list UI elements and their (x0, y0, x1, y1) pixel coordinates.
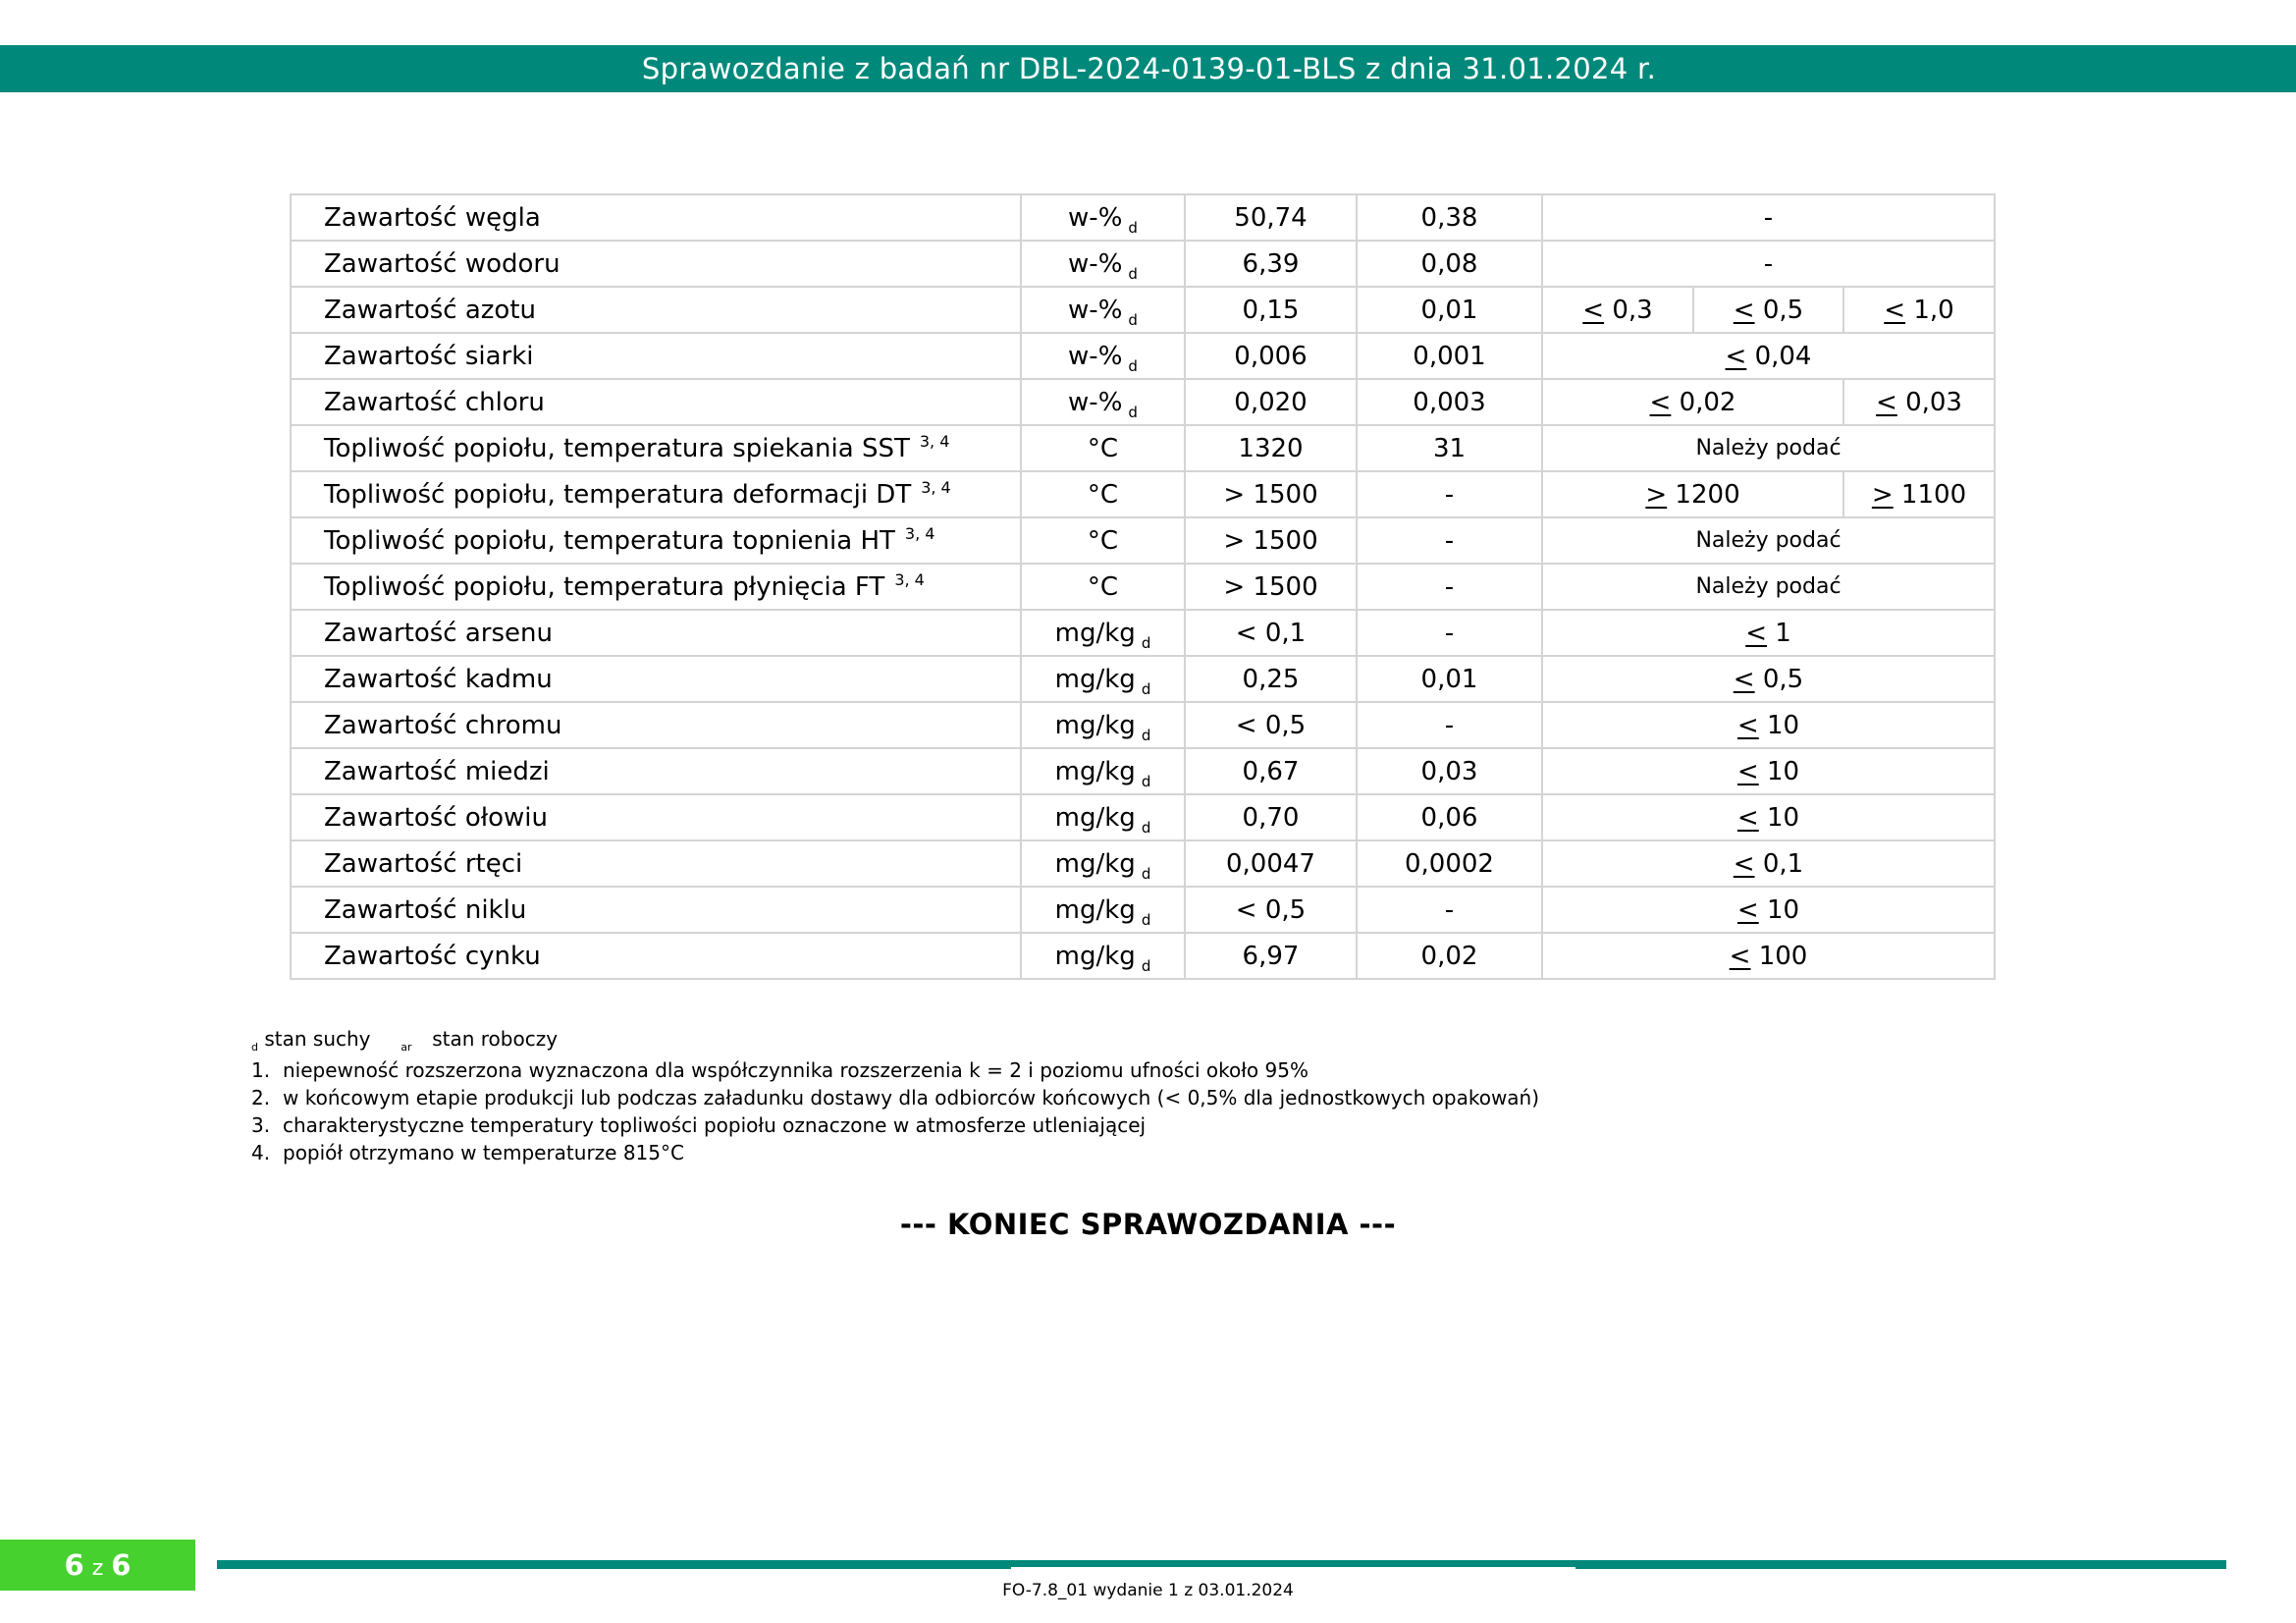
unit: mg/kg $_d$ (1021, 794, 1185, 840)
limit-operator: < (1725, 341, 1747, 371)
table-row (291, 887, 1995, 933)
limit-operator: < (1649, 387, 1672, 417)
table-row (291, 933, 1995, 979)
uncertainty-value: - (1357, 702, 1542, 748)
table-row (291, 840, 1995, 887)
unit: °C (1021, 564, 1185, 610)
unit: w-% $_d$ (1021, 287, 1185, 333)
parameter-name: Zawartość niklu (291, 887, 1021, 933)
uncertainty-value: 31 (1357, 425, 1542, 471)
limit-value: < 0,04 (1542, 333, 1995, 379)
unit: mg/kg $_d$ (1021, 656, 1185, 702)
limit-operator: < (1736, 894, 1759, 925)
limit-value: < 0,5 (1542, 656, 1995, 702)
footnote-text: charakterystyczne temperatury topliwości popiołu oznaczone w atmosferze utleniającej (283, 1113, 1147, 1137)
limit-value: < 1,0 (1843, 287, 1995, 333)
limit-value: < 10 (1542, 702, 1995, 748)
parameter-name: Zawartość siarki (291, 333, 1021, 379)
uncertainty-value: 0,003 (1357, 379, 1542, 425)
unit: mg/kg $_d$ (1021, 610, 1185, 656)
result-value: 0,25 (1185, 656, 1357, 702)
unit: mg/kg $_d$ (1021, 748, 1185, 794)
limit-value: < 0,03 (1843, 379, 1995, 425)
parameter-name: Topliwość popiołu, temperatura spiekania SST $^{3, 4}$ (291, 425, 1021, 471)
table-row (291, 564, 1995, 610)
result-value: > 1500 (1185, 471, 1357, 517)
limit-operator: < (1733, 295, 1755, 325)
report-title: Sprawozdanie z badań nr DBL-2024-0139-01-BLS z dnia 31.01.2024 r. (641, 52, 1657, 85)
parameter-name: Zawartość cynku (291, 933, 1021, 979)
result-value: 0,020 (1185, 379, 1357, 425)
uncertainty-value: 0,02 (1357, 933, 1542, 979)
uncertainty-value: - (1357, 564, 1542, 610)
uncertainty-value: 0,001 (1357, 333, 1542, 379)
table-row (291, 194, 1995, 241)
report-header (0, 45, 2296, 92)
uncertainty-value: 0,01 (1357, 656, 1542, 702)
limit-value: < 1 (1542, 610, 1995, 656)
table-row (291, 425, 1995, 471)
table-row (291, 748, 1995, 794)
unit: mg/kg $_d$ (1021, 933, 1185, 979)
result-value: 0,67 (1185, 748, 1357, 794)
uncertainty-value: 0,01 (1357, 287, 1542, 333)
footnote-item (251, 1056, 1539, 1084)
table-row (291, 333, 1995, 379)
table-row (291, 610, 1995, 656)
table-row (291, 517, 1995, 564)
parameter-name: Zawartość rtęci (291, 840, 1021, 887)
unit-state: d (1128, 264, 1138, 283)
limit-operator: < (1876, 387, 1897, 417)
limit-operator: < (1736, 802, 1759, 833)
unit: w-% $_d$ (1021, 194, 1185, 241)
unit-state: d (1141, 679, 1151, 698)
unit: °C (1021, 425, 1185, 471)
uncertainty-value: - (1357, 471, 1542, 517)
limit-value: < 0,3 (1542, 287, 1693, 333)
table-row (291, 794, 1995, 840)
as-received-text: stan roboczy (432, 1027, 559, 1051)
unit: w-% $_d$ (1021, 379, 1185, 425)
unit-state: d (1128, 218, 1138, 237)
limit-value: Należy podać (1542, 425, 1995, 471)
result-value: 0,15 (1185, 287, 1357, 333)
result-value: 6,97 (1185, 933, 1357, 979)
parameter-name: Zawartość kadmu (291, 656, 1021, 702)
limit-value: Należy podać (1542, 564, 1995, 610)
state-legend (251, 1025, 1539, 1056)
parameter-name: Zawartość węgla (291, 194, 1021, 241)
form-code: FO-7.8_01 wydanie 1 z 03.01.2024 (1002, 1581, 1294, 1600)
unit-state: d (1141, 726, 1151, 744)
parameter-name: Zawartość ołowiu (291, 794, 1021, 840)
result-value: > 1500 (1185, 517, 1357, 564)
limit-value: < 10 (1542, 887, 1995, 933)
footnote-text: niepewność rozszerzona wyznaczona dla współczynnika rozszerzenia k = 2 i poziomu ufności około 95% (283, 1058, 1308, 1082)
page-current: 6 (64, 1548, 84, 1582)
uncertainty-value: - (1357, 610, 1542, 656)
unit: °C (1021, 517, 1185, 564)
parameter-name: Topliwość popiołu, temperatura deformacji DT $^{3, 4}$ (291, 471, 1021, 517)
limit-value: < 0,1 (1542, 840, 1995, 887)
parameter-name: Topliwość popiołu, temperatura topnienia HT $^{3, 4}$ (291, 517, 1021, 564)
limit-operator: < (1729, 941, 1751, 971)
unit-state: d (1141, 818, 1151, 837)
table-row (291, 656, 1995, 702)
limit-operator: < (1733, 848, 1755, 879)
result-value: 0,70 (1185, 794, 1357, 840)
footnote-number: 3. (251, 1113, 271, 1137)
unit-state: d (1141, 864, 1151, 883)
uncertainty-value: - (1357, 517, 1542, 564)
parameter-name: Zawartość chromu (291, 702, 1021, 748)
unit-state: d (1141, 910, 1151, 929)
unit-state: d (1128, 356, 1138, 375)
unit: °C (1021, 471, 1185, 517)
limit-value: > 1100 (1843, 471, 1995, 517)
uncertainty-value: 0,06 (1357, 794, 1542, 840)
limit-value: < 10 (1542, 748, 1995, 794)
parameter-name: Zawartość miedzi (291, 748, 1021, 794)
footnote-text: popiół otrzymano w temperaturze 815°C (283, 1141, 684, 1164)
results-table (290, 193, 1996, 980)
limit-operator: > (1871, 479, 1894, 510)
limit-operator: < (1745, 618, 1767, 648)
result-value: 0,0047 (1185, 840, 1357, 887)
uncertainty-value: 0,08 (1357, 241, 1542, 287)
unit: mg/kg $_d$ (1021, 702, 1185, 748)
limit-value: < 100 (1542, 933, 1995, 979)
limit-value: < 0,02 (1542, 379, 1843, 425)
parameter-name: Topliwość popiołu, temperatura płynięcia FT $^{3, 4}$ (291, 564, 1021, 610)
limit-value: - (1542, 194, 1995, 241)
result-value: < 0,5 (1185, 702, 1357, 748)
limit-operator: < (1884, 295, 1906, 325)
footnote-item (251, 1139, 1539, 1166)
dry-state-text: stan suchy (264, 1027, 371, 1051)
page-of: z (91, 1556, 104, 1581)
result-value: < 0,1 (1185, 610, 1357, 656)
unit: mg/kg $_d$ (1021, 887, 1185, 933)
dry-state-marker: d (251, 1041, 258, 1054)
footnote-ref: 3, 4 (904, 523, 935, 543)
end-of-report: --- KONIEC SPRAWOZDANIA --- (899, 1208, 1397, 1241)
limit-operator: < (1736, 756, 1759, 786)
unit: mg/kg $_d$ (1021, 840, 1185, 887)
unit-state: d (1141, 772, 1151, 790)
parameter-name: Zawartość wodoru (291, 241, 1021, 287)
result-value: 1320 (1185, 425, 1357, 471)
limit-value: < 0,5 (1693, 287, 1843, 333)
parameter-name: Zawartość arsenu (291, 610, 1021, 656)
limit-operator: < (1582, 295, 1605, 325)
unit-state: d (1128, 310, 1138, 329)
parameter-name: Zawartość chloru (291, 379, 1021, 425)
limit-operator: > (1645, 479, 1668, 510)
footnote-ref: 3, 4 (919, 431, 950, 451)
limit-value: > 1200 (1542, 471, 1843, 517)
parameter-name: Zawartość azotu (291, 287, 1021, 333)
table-row (291, 241, 1995, 287)
limit-operator: < (1736, 710, 1759, 740)
table-row (291, 287, 1995, 333)
uncertainty-value: 0,38 (1357, 194, 1542, 241)
limit-value: Należy podać (1542, 517, 1995, 564)
footnote-text: w końcowym etapie produkcji lub podczas załadunku dostawy dla odbiorców końcowych (< 0,5% dla jednostkowych opakowań) (283, 1086, 1540, 1109)
uncertainty-value: 0,03 (1357, 748, 1542, 794)
uncertainty-value: - (1357, 887, 1542, 933)
result-value: 50,74 (1185, 194, 1357, 241)
footnotes (251, 1025, 1539, 1166)
limit-value: - (1542, 241, 1995, 287)
footer-rule-gap (1011, 1567, 1575, 1571)
as-received-marker: ar (400, 1041, 412, 1054)
unit: w-% $_d$ (1021, 241, 1185, 287)
footnote-number: 1. (251, 1058, 271, 1082)
table-row (291, 379, 1995, 425)
footnote-number: 4. (251, 1141, 271, 1164)
result-value: 6,39 (1185, 241, 1357, 287)
footnote-ref: 3, 4 (921, 477, 951, 497)
limit-operator: < (1733, 664, 1755, 694)
result-value: 0,006 (1185, 333, 1357, 379)
table-row (291, 702, 1995, 748)
page-total: 6 (111, 1548, 132, 1582)
result-value: > 1500 (1185, 564, 1357, 610)
unit-state: d (1141, 956, 1151, 975)
footnote-ref: 3, 4 (894, 569, 925, 589)
table-row (291, 471, 1995, 517)
uncertainty-value: 0,0002 (1357, 840, 1542, 887)
unit-state: d (1141, 633, 1151, 652)
limit-value: < 10 (1542, 794, 1995, 840)
result-value: < 0,5 (1185, 887, 1357, 933)
unit: w-% $_d$ (1021, 333, 1185, 379)
footnote-item (251, 1111, 1539, 1139)
unit-state: d (1128, 403, 1138, 421)
footnote-number: 2. (251, 1086, 271, 1109)
footnote-item (251, 1084, 1539, 1111)
